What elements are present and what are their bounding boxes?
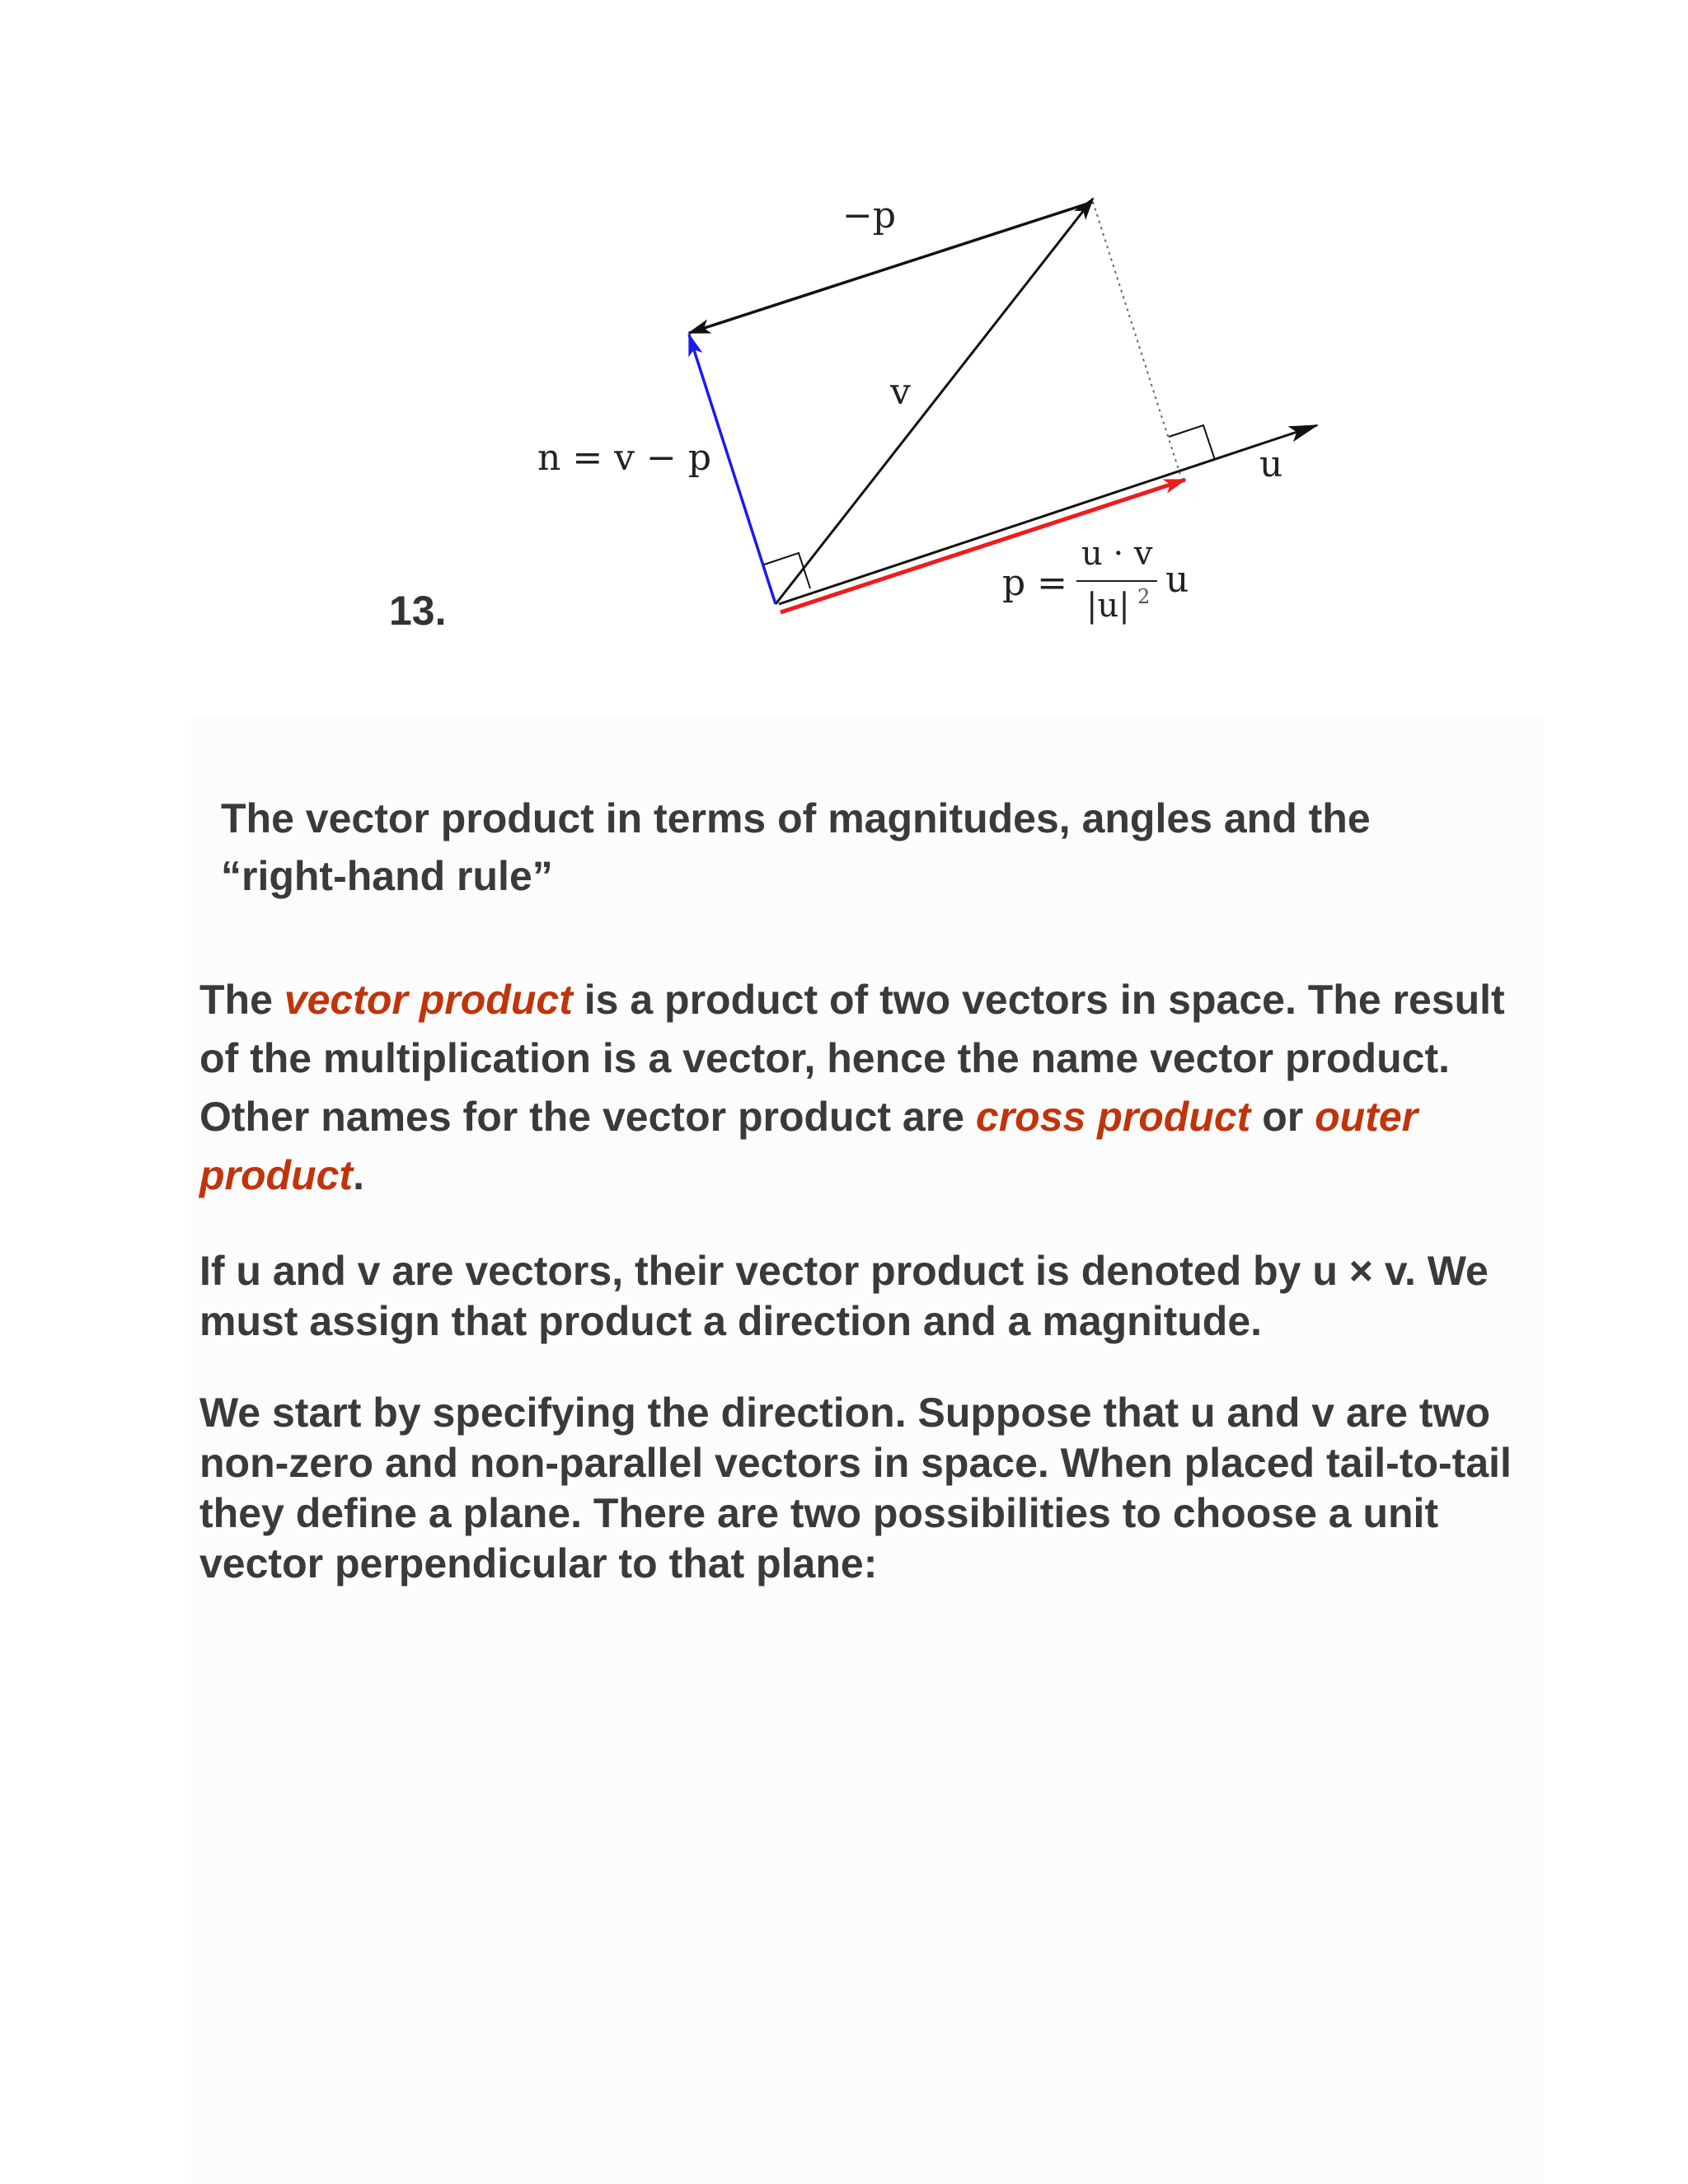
n-equation-label: n = v − p [537,437,712,479]
v-vector [776,199,1093,604]
paragraph-notation: If u and v are vectors, their vector product is denoted by u × v. We must assign that product a direction and a magnitude. [199,1248,1489,1344]
perpendicular-dotted-line [1093,202,1180,475]
neg-p-label: −p [842,194,897,237]
term-cross-product: cross product [975,1094,1251,1140]
p-formula-lhs: p = [1002,562,1068,604]
v-label: v [890,371,911,413]
p-formula-exponent: 2 [1137,585,1151,608]
paragraph-definition [199,971,1518,1205]
u-label: u [1259,443,1283,485]
term-outer-product: outer product [199,1094,1418,1198]
vector-projection-diagram [0,0,1688,742]
slide-number: 13. [389,588,447,634]
right-angle-mark [1169,425,1215,460]
term-vector-product: vector product [284,977,573,1023]
right-angle-mark [764,553,810,588]
para1-text: The [199,977,284,1023]
heading-line-2: “right-hand rule” [221,853,553,899]
p-formula-numerator: u · v [1081,535,1153,573]
para1-text: . [353,1152,364,1198]
p-formula-denominator: |u| [1086,587,1130,625]
paragraph-direction: We start by specifying the direction. Suppose that u and v are two non-zero and non-parallel vectors in space. When placed tail-to-tail they define a plane. There are two possibilities to choose a unit vector perpendicular to that plane: [199,1390,1512,1586]
para1-text: or [1250,1094,1315,1140]
p-formula-vector: u [1165,559,1189,601]
section-heading [221,790,1507,905]
heading-line-1: The vector product in terms of magnitudes, angles and the [221,795,1371,841]
para1-text: is a product of two vectors in space. The result of the multiplication is a vector, hence the name vector product. Other names for the vector product are [199,977,1505,1140]
